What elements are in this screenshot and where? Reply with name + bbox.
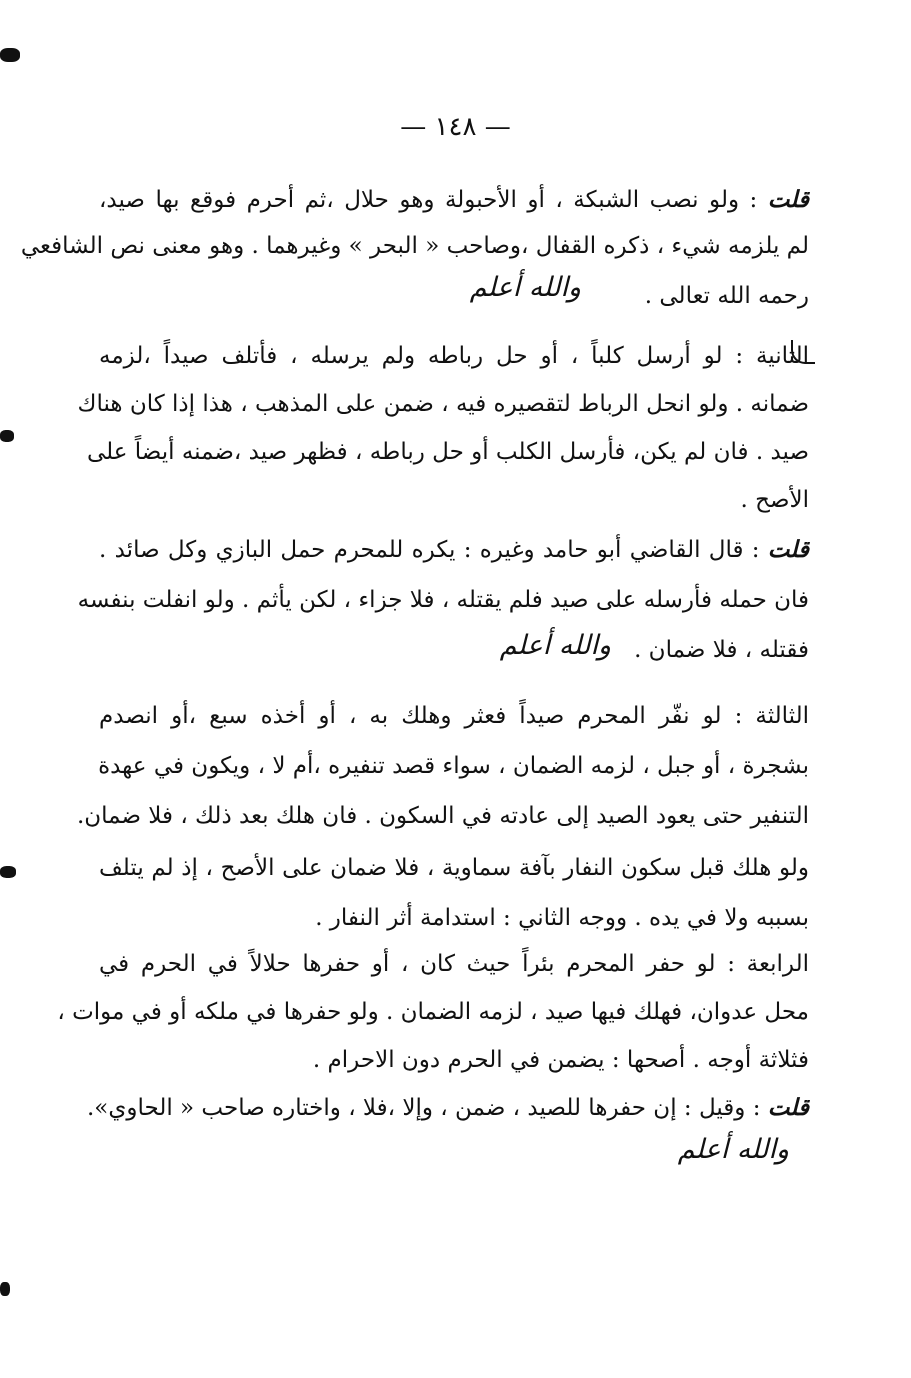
text-line: الأصح . [740,487,809,513]
handwritten-note: والله أعلم [499,630,611,661]
text-line: الثانية : لو أرسل كلباً ، أو حل رباطه ولم يرسله ، فأتلف صيداً ،لزمه [99,343,809,369]
text-line: بسببه ولا في يده . ووجه الثاني : استدامة أثر النفار . [315,905,809,931]
line-text: : وقيل : إن حفرها للصيد ، ضمن ، وإلا ،فلا ، واختاره صاحب « الحاوي». [86,1095,761,1121]
handwritten-note: والله أعلم [677,1134,789,1165]
line-lead-word: قلت [767,186,809,213]
text-line [99,530,809,570]
page-number: — ١٤٨ — [400,112,511,142]
text-line: لم يلزمه شيء ، ذكره القفال ،وصاحب « البحر » وغيرهما . وهو معنى نص الشافعي [20,233,809,259]
text-line: الرابعة : لو حفر المحرم بئراً حيث كان ، أو حفرها حلالاً في الحرم في [99,951,809,977]
text-line: الثالثة : لو نفّر المحرم صيداً فعثر وهلك به ، أو أخذه سبع ،أو انصدم [99,703,809,729]
text-line: بشجرة ، أو جبل ، لزمه الضمان ، سواء قصد تنفيره ،أم لا ، ويكون في عهدة [98,753,809,779]
text-line: فان حمله فأرسله على صيد فلم يقتله ، فلا جزاء ، لكن يأثم . ولو انفلت بنفسه [77,587,809,613]
text-line [86,1088,809,1128]
text-line [99,180,809,220]
scan-margin-mark [0,866,16,878]
scan-margin-mark [0,48,20,62]
text-line: ولو هلك قبل سكون النفار بآفة سماوية ، فلا ضمان على الأصح ، إذ لم يتلف [99,855,809,881]
scan-margin-mark [0,430,14,442]
text-line: ضمانه . ولو انحل الرباط لتقصيره فيه ، ضمن على المذهب ، هذا إذا كان هناك [77,391,809,417]
line-lead-word: قلت [767,1094,809,1121]
text-line: صيد . فان لم يكن، فأرسل الكلب أو حل رباطه ، فظهر صيد ،ضمنه أيضاً على [86,439,809,465]
handwritten-note: والله أعلم [469,272,581,303]
text-line: فقتله ، فلا ضمان . [634,637,809,663]
text-line: رحمه الله تعالى . [644,283,809,309]
line-text: : ولو نصب الشبكة ، أو الأحبولة وهو حلال ،ثم أحرم فوقع بها صيد، [99,187,758,213]
scan-margin-mark [0,1282,10,1296]
line-text: : قال القاضي أبو حامد وغيره : يكره للمحرم حمل البازي وكل صائد . [99,537,760,563]
line-lead-word: قلت [767,536,809,563]
text-line: فثلاثة أوجه . أصحها : يضمن في الحرم دون الاحرام . [312,1047,809,1073]
text-line: التنفير حتى يعود الصيد إلى عادته في السكون . فان هلك بعد ذلك ، فلا ضمان. [76,803,809,829]
text-line: محل عدوان، فهلك فيها صيد ، لزمه الضمان . ولو حفرها في ملكه أو في موات ، [57,999,809,1025]
